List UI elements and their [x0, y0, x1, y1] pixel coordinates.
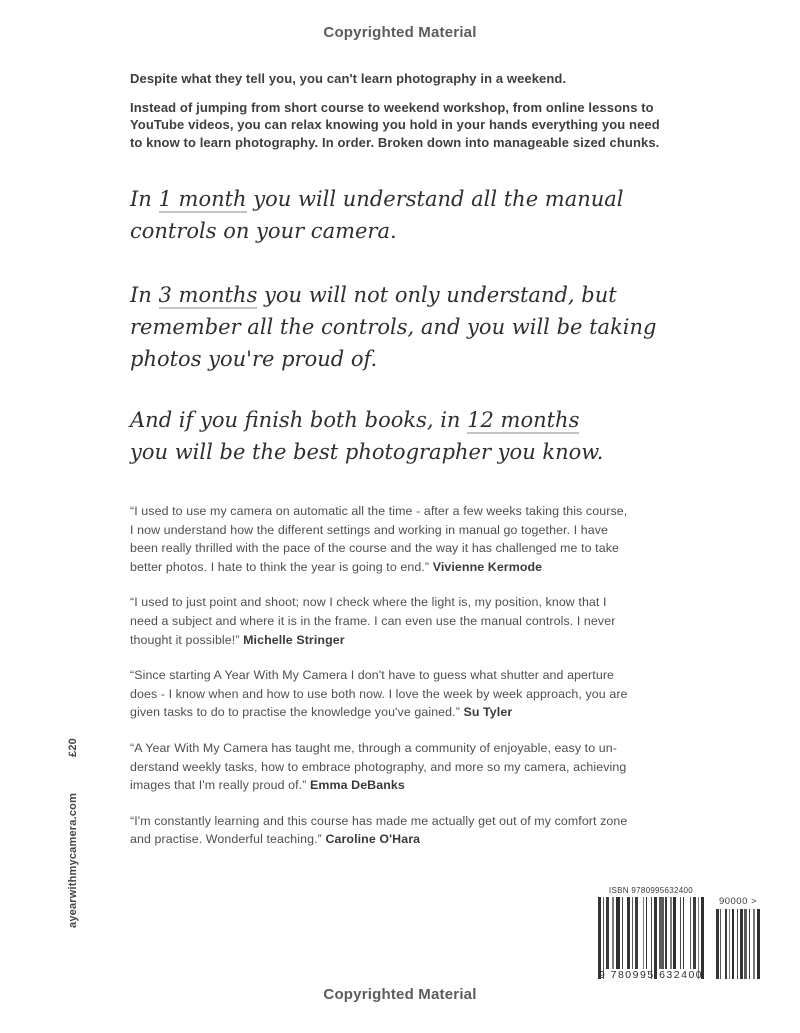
testimonial-attribution: Emma DeBanks — [310, 778, 405, 793]
underlined-duration: 3 months — [158, 283, 258, 307]
underlined-duration: 1 month — [158, 187, 247, 211]
barcode-bar — [740, 909, 743, 979]
copyright-notice-bottom: Copyrighted Material — [323, 986, 477, 1003]
website-url: ayearwithmycamera.com — [67, 792, 79, 928]
barcode-bar — [598, 897, 601, 979]
testimonial: “A Year With My Camera has taught me, through a community of enjoyable, easy to un- derstand weekly tasks, how to embrace photography, and more so my camera, achieving images that I'm really proud of.” Emma DeBanks — [130, 740, 627, 793]
barcode-bar — [673, 897, 676, 969]
copyright-notice-top: Copyrighted Material — [323, 24, 477, 41]
barcode-bar — [659, 897, 664, 969]
barcode-bar — [680, 897, 681, 969]
promise-line: And if you finish both books, in 12 months — [130, 408, 580, 432]
promise-blocks — [130, 183, 690, 500]
barcode-bar — [622, 897, 623, 969]
barcode-bar — [690, 897, 691, 969]
barcode-addon-bars — [716, 909, 760, 979]
testimonial: “I used to use my camera on automatic all the time - after a few weeks taking this course, I now understand how the different settings and working in manual go together. I have been really thrilled with the pace of the course and the way it has challenged me to take better photos. I hate to think the year is going to end.” Vivienne Kermode — [130, 504, 628, 574]
isbn-digits: 9 780995 632400 — [598, 969, 704, 981]
barcode-bar — [670, 897, 671, 969]
promise-line: In 1 month you will understand all the manual — [130, 187, 624, 211]
barcode-bar — [744, 909, 747, 979]
barcode-bar — [716, 909, 719, 979]
barcode-bar — [651, 897, 652, 979]
barcode-bar — [654, 897, 657, 979]
promise-block — [130, 404, 690, 468]
testimonial: “Since starting A Year With My Camera I don't have to guess what shutter and aperture does - I know when and how to use both now. I love the week by week approach, you are given tasks to do to practise the knowledge you've gained.” Su Tyler — [130, 668, 628, 720]
price-tag: £20 — [67, 738, 79, 757]
promise-block — [130, 183, 690, 247]
barcode-bar — [698, 897, 699, 979]
barcode-bar — [616, 897, 621, 969]
barcode-bar — [753, 909, 756, 979]
barcode-bar — [632, 897, 633, 969]
barcode-bar — [635, 897, 638, 969]
barcode-block — [598, 886, 762, 998]
underlined-duration: 12 months — [467, 408, 580, 432]
testimonial-list — [130, 502, 705, 866]
barcode-bar — [643, 897, 644, 969]
spine-label — [66, 738, 80, 928]
promise-line: you will be the best photographer you know. — [130, 440, 604, 464]
testimonial-attribution: Vivienne Kermode — [432, 559, 543, 574]
promise-line: In 3 months you will not only understand, but — [130, 283, 617, 307]
testimonial: “I'm constantly learning and this course has made me actually get out of my comfort zone and practise. Wonderful teaching.” Caroline O'Hara — [130, 813, 628, 847]
barcode-bar — [720, 909, 721, 979]
barcode-addon — [716, 896, 760, 979]
promise-block — [130, 279, 690, 375]
intro-paragraph: Despite what they tell you, you can't learn photography in a weekend. — [130, 71, 567, 86]
intro-paragraphs — [130, 70, 700, 162]
barcode-bar — [701, 897, 704, 979]
barcode-bar — [729, 909, 730, 979]
intro-paragraph: Instead of jumping from short course to weekend workshop, from online lessons to YouTube videos, you can relax knowing you hold in your hands everything you need to know to learn photography. In order. Broken down into manageable sized chunks. — [130, 99, 660, 150]
testimonial-attribution: Caroline O'Hara — [325, 832, 421, 847]
barcode-bar — [612, 897, 613, 969]
promise-line: controls on your camera. — [130, 219, 397, 243]
barcode-bar — [749, 909, 750, 979]
barcode-bar — [627, 897, 630, 969]
promise-line: photos you're proud of. — [130, 347, 378, 371]
barcode-bar — [693, 897, 696, 969]
barcode-bar — [737, 909, 738, 979]
barcode-bar — [665, 897, 666, 969]
barcode-bar — [683, 897, 684, 969]
barcode-bar — [646, 897, 647, 969]
barcode-bar — [757, 909, 760, 979]
promise-line: remember all the controls, and you will be taking — [130, 315, 657, 339]
barcode-bar — [725, 909, 728, 979]
barcode-bar — [606, 897, 609, 969]
barcode-bar — [603, 897, 604, 979]
isbn-label: ISBN 9780995632400 — [608, 886, 694, 895]
testimonial: “I used to just point and shoot; now I check where the light is, my position, know that I need a subject and where it is in the frame. I can even use the manual controls. I never thought it possible!” Michelle Stringer — [130, 595, 616, 647]
testimonial-attribution: Su Tyler — [463, 705, 513, 720]
testimonial-attribution: Michelle Stringer — [243, 632, 345, 647]
barcode-addon-label: 90000 > — [718, 896, 758, 907]
barcode-bar — [732, 909, 735, 979]
